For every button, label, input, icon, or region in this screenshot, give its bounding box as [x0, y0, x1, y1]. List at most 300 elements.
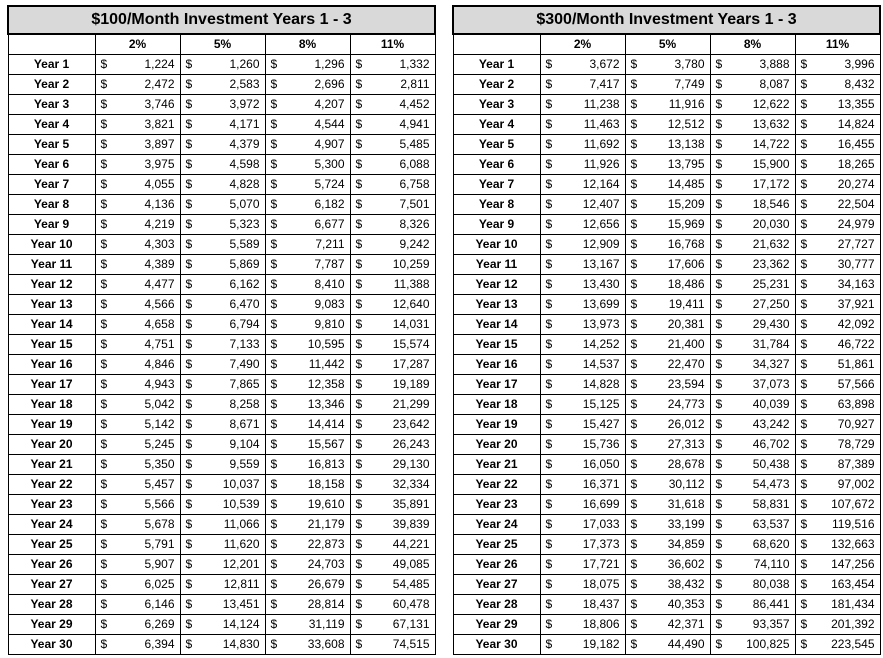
- cell-value: 12,201: [222, 557, 260, 571]
- value-cell: [710, 395, 795, 415]
- value-cell: [710, 435, 795, 455]
- value-cell: [540, 615, 625, 635]
- currency-symbol: $: [715, 597, 723, 611]
- cell-value: 25,231: [752, 277, 790, 291]
- cell-value: 46,722: [837, 337, 875, 351]
- currency-symbol: $: [545, 157, 553, 171]
- currency-symbol: $: [715, 197, 723, 211]
- cell-value: 38,432: [667, 577, 705, 591]
- cell-value: 12,622: [752, 97, 790, 111]
- cell-value: 6,162: [229, 277, 260, 291]
- value-cell: [180, 355, 265, 375]
- table-row: [8, 555, 435, 575]
- currency-symbol: $: [630, 537, 638, 551]
- cell-value: 57,566: [837, 377, 875, 391]
- cell-value: 18,437: [582, 597, 620, 611]
- value-cell: [265, 135, 350, 155]
- table-row: [453, 75, 880, 95]
- cell-value: 7,749: [674, 77, 705, 91]
- value-cell: [265, 475, 350, 495]
- currency-symbol: $: [715, 317, 723, 331]
- currency-symbol: $: [355, 357, 363, 371]
- value-cell: [180, 95, 265, 115]
- cell-value: 15,900: [752, 157, 790, 171]
- value-cell: [710, 635, 795, 655]
- cell-value: 28,814: [307, 597, 345, 611]
- cell-value: 36,602: [667, 557, 705, 571]
- value-cell: [180, 415, 265, 435]
- table-row: [8, 455, 435, 475]
- row-label: Year 29: [453, 615, 540, 635]
- table-row: [8, 475, 435, 495]
- value-cell: [265, 635, 350, 655]
- currency-symbol: $: [715, 517, 723, 531]
- cell-value: 132,663: [831, 537, 875, 551]
- currency-symbol: $: [270, 617, 278, 631]
- currency-symbol: $: [715, 457, 723, 471]
- currency-symbol: $: [270, 497, 278, 511]
- row-label: Year 4: [453, 115, 540, 135]
- currency-symbol: $: [355, 157, 363, 171]
- currency-symbol: $: [100, 277, 108, 291]
- value-cell: [540, 215, 625, 235]
- cell-value: 7,211: [315, 237, 345, 251]
- value-cell: [350, 635, 435, 655]
- currency-symbol: $: [630, 77, 638, 91]
- row-label: Year 23: [453, 495, 540, 515]
- cell-value: 27,727: [837, 237, 875, 251]
- currency-symbol: $: [185, 457, 193, 471]
- value-cell: [540, 415, 625, 435]
- currency-symbol: $: [100, 417, 108, 431]
- table-row: [8, 635, 435, 655]
- value-cell: [350, 595, 435, 615]
- currency-symbol: $: [715, 137, 723, 151]
- cell-value: 4,943: [144, 377, 175, 391]
- cell-value: 13,138: [667, 137, 705, 151]
- cell-value: 44,490: [667, 637, 705, 651]
- row-label: Year 6: [8, 155, 95, 175]
- table-row: [8, 335, 435, 355]
- value-cell: [540, 635, 625, 655]
- cell-value: 33,608: [307, 637, 345, 651]
- currency-symbol: $: [545, 557, 553, 571]
- value-cell: [795, 555, 880, 575]
- cell-value: 15,209: [667, 197, 705, 211]
- value-cell: [540, 275, 625, 295]
- value-cell: [795, 615, 880, 635]
- value-cell: [180, 235, 265, 255]
- value-cell: [625, 175, 710, 195]
- currency-symbol: $: [185, 577, 193, 591]
- currency-symbol: $: [270, 277, 278, 291]
- value-cell: [710, 595, 795, 615]
- value-cell: [180, 455, 265, 475]
- cell-value: 32,334: [392, 477, 430, 491]
- cell-value: 6,146: [144, 597, 175, 611]
- cell-value: 4,828: [229, 177, 260, 191]
- row-label: Year 18: [8, 395, 95, 415]
- currency-symbol: $: [630, 517, 638, 531]
- cell-value: 29,130: [392, 457, 430, 471]
- table-row: [8, 155, 435, 175]
- currency-symbol: $: [545, 637, 553, 651]
- row-label: Year 22: [8, 475, 95, 495]
- cell-value: 12,811: [223, 577, 260, 591]
- corner-cell: [453, 34, 540, 55]
- currency-symbol: $: [545, 137, 553, 151]
- value-cell: [265, 115, 350, 135]
- cell-value: 12,358: [307, 377, 345, 391]
- currency-symbol: $: [630, 257, 638, 271]
- cell-value: 30,112: [668, 477, 705, 491]
- currency-symbol: $: [270, 637, 278, 651]
- value-cell: [710, 215, 795, 235]
- value-cell: [795, 375, 880, 395]
- currency-symbol: $: [185, 197, 193, 211]
- cell-value: 5,678: [144, 517, 175, 531]
- row-label: Year 25: [8, 535, 95, 555]
- currency-symbol: $: [270, 577, 278, 591]
- row-label: Year 20: [8, 435, 95, 455]
- cell-value: 24,703: [307, 557, 345, 571]
- table-row: [453, 495, 880, 515]
- cell-value: 10,259: [392, 257, 430, 271]
- value-cell: [710, 155, 795, 175]
- table-row: [8, 435, 435, 455]
- currency-symbol: $: [715, 397, 723, 411]
- currency-symbol: $: [355, 437, 363, 451]
- cell-value: 78,729: [837, 437, 875, 451]
- currency-symbol: $: [800, 477, 808, 491]
- currency-symbol: $: [800, 457, 808, 471]
- cell-value: 16,768: [667, 237, 705, 251]
- currency-symbol: $: [630, 437, 638, 451]
- currency-symbol: $: [800, 397, 808, 411]
- cell-value: 93,357: [752, 617, 790, 631]
- currency-symbol: $: [185, 617, 193, 631]
- currency-symbol: $: [270, 137, 278, 151]
- table-row: [453, 115, 880, 135]
- currency-symbol: $: [630, 357, 638, 371]
- currency-symbol: $: [355, 337, 363, 351]
- value-cell: [625, 275, 710, 295]
- value-cell: [710, 495, 795, 515]
- value-cell: [95, 235, 180, 255]
- row-label: Year 2: [453, 75, 540, 95]
- value-cell: [95, 155, 180, 175]
- value-cell: [540, 515, 625, 535]
- currency-symbol: $: [715, 217, 723, 231]
- cell-value: 5,869: [229, 257, 260, 271]
- value-cell: [350, 435, 435, 455]
- cell-value: 147,256: [831, 557, 875, 571]
- value-cell: [95, 215, 180, 235]
- cell-value: 9,104: [229, 437, 260, 451]
- value-cell: [265, 275, 350, 295]
- currency-symbol: $: [800, 177, 808, 191]
- table-row: [453, 455, 880, 475]
- value-cell: [625, 115, 710, 135]
- cell-value: 1,260: [229, 57, 260, 71]
- currency-symbol: $: [100, 57, 108, 71]
- cell-value: 10,539: [222, 497, 260, 511]
- table-row: [8, 595, 435, 615]
- column-header: 8%: [710, 34, 795, 55]
- currency-symbol: $: [630, 377, 638, 391]
- currency-symbol: $: [355, 77, 363, 91]
- cell-value: 37,921: [837, 297, 875, 311]
- cell-value: 15,969: [667, 217, 705, 231]
- cell-value: 7,133: [229, 337, 260, 351]
- currency-symbol: $: [100, 477, 108, 491]
- currency-symbol: $: [185, 377, 193, 391]
- table-row: [453, 595, 880, 615]
- cell-value: 20,030: [752, 217, 790, 231]
- value-cell: [625, 495, 710, 515]
- currency-symbol: $: [270, 597, 278, 611]
- table-row: [453, 415, 880, 435]
- cell-value: 22,470: [667, 357, 705, 371]
- value-cell: [95, 55, 180, 75]
- value-cell: [265, 155, 350, 175]
- value-cell: [625, 455, 710, 475]
- cell-value: 7,865: [229, 377, 260, 391]
- cell-value: 5,907: [144, 557, 175, 571]
- currency-symbol: $: [100, 377, 108, 391]
- currency-symbol: $: [630, 557, 638, 571]
- table-row: [453, 635, 880, 655]
- value-cell: [625, 555, 710, 575]
- currency-symbol: $: [100, 157, 108, 171]
- currency-symbol: $: [545, 317, 553, 331]
- row-label: Year 24: [453, 515, 540, 535]
- row-label: Year 13: [8, 295, 95, 315]
- value-cell: [540, 395, 625, 415]
- currency-symbol: $: [185, 117, 193, 131]
- cell-value: 8,432: [844, 77, 875, 91]
- cell-value: 3,672: [589, 57, 620, 71]
- currency-symbol: $: [715, 537, 723, 551]
- value-cell: [625, 155, 710, 175]
- value-cell: [180, 335, 265, 355]
- currency-symbol: $: [715, 157, 723, 171]
- value-cell: [95, 375, 180, 395]
- row-label: Year 5: [453, 135, 540, 155]
- cell-value: 17,373: [582, 537, 620, 551]
- row-label: Year 7: [8, 175, 95, 195]
- currency-symbol: $: [545, 577, 553, 591]
- value-cell: [95, 635, 180, 655]
- currency-symbol: $: [270, 177, 278, 191]
- table-row: [453, 535, 880, 555]
- value-cell: [625, 635, 710, 655]
- value-cell: [540, 155, 625, 175]
- currency-symbol: $: [630, 417, 638, 431]
- cell-value: 30,777: [837, 257, 875, 271]
- value-cell: [795, 635, 880, 655]
- value-cell: [180, 635, 265, 655]
- currency-symbol: $: [630, 617, 638, 631]
- row-label: Year 23: [8, 495, 95, 515]
- value-cell: [540, 335, 625, 355]
- cell-value: 5,589: [229, 237, 260, 251]
- row-label: Year 15: [453, 335, 540, 355]
- value-cell: [350, 155, 435, 175]
- row-label: Year 8: [8, 195, 95, 215]
- cell-value: 37,073: [752, 377, 790, 391]
- currency-symbol: $: [270, 297, 278, 311]
- value-cell: [95, 595, 180, 615]
- cell-value: 18,546: [752, 197, 790, 211]
- currency-symbol: $: [270, 77, 278, 91]
- cell-value: 40,039: [752, 397, 790, 411]
- currency-symbol: $: [715, 257, 723, 271]
- value-cell: [350, 55, 435, 75]
- cell-value: 14,031: [392, 317, 430, 331]
- value-cell: [625, 615, 710, 635]
- cell-value: 19,411: [668, 297, 705, 311]
- value-cell: [265, 375, 350, 395]
- currency-symbol: $: [800, 117, 808, 131]
- value-cell: [540, 255, 625, 275]
- row-label: Year 17: [8, 375, 95, 395]
- value-cell: [795, 195, 880, 215]
- cell-value: 11,926: [583, 157, 620, 171]
- value-cell: [795, 535, 880, 555]
- currency-symbol: $: [355, 377, 363, 391]
- value-cell: [95, 255, 180, 275]
- value-cell: [95, 475, 180, 495]
- cell-value: 46,702: [752, 437, 790, 451]
- currency-symbol: $: [715, 577, 723, 591]
- cell-value: 13,346: [307, 397, 345, 411]
- cell-value: 51,861: [837, 357, 875, 371]
- table-row: [8, 115, 435, 135]
- cell-value: 26,679: [307, 577, 345, 591]
- value-cell: [795, 95, 880, 115]
- value-cell: [180, 315, 265, 335]
- currency-symbol: $: [715, 237, 723, 251]
- table-title: $300/Month Investment Years 1 - 3: [453, 6, 880, 34]
- value-cell: [180, 495, 265, 515]
- value-cell: [180, 175, 265, 195]
- table-row: [8, 535, 435, 555]
- cell-value: 15,574: [392, 337, 430, 351]
- value-cell: [795, 175, 880, 195]
- cell-value: 10,595: [307, 337, 345, 351]
- row-label: Year 22: [453, 475, 540, 495]
- cell-value: 14,537: [582, 357, 620, 371]
- currency-symbol: $: [185, 257, 193, 271]
- value-cell: [795, 595, 880, 615]
- cell-value: 12,656: [582, 217, 620, 231]
- value-cell: [95, 395, 180, 415]
- currency-symbol: $: [185, 517, 193, 531]
- value-cell: [795, 315, 880, 335]
- currency-symbol: $: [185, 537, 193, 551]
- currency-symbol: $: [715, 337, 723, 351]
- currency-symbol: $: [715, 437, 723, 451]
- currency-symbol: $: [100, 297, 108, 311]
- row-label: Year 30: [453, 635, 540, 655]
- value-cell: [540, 575, 625, 595]
- cell-value: 12,512: [667, 117, 705, 131]
- currency-symbol: $: [270, 197, 278, 211]
- currency-symbol: $: [270, 317, 278, 331]
- currency-symbol: $: [270, 437, 278, 451]
- table-row: [453, 375, 880, 395]
- value-cell: [265, 295, 350, 315]
- cell-value: 6,758: [399, 177, 430, 191]
- cell-value: 16,699: [582, 497, 620, 511]
- currency-symbol: $: [630, 317, 638, 331]
- currency-symbol: $: [800, 157, 808, 171]
- cell-value: 21,632: [752, 237, 790, 251]
- currency-symbol: $: [630, 477, 638, 491]
- cell-value: 22,873: [307, 537, 345, 551]
- value-cell: [625, 315, 710, 335]
- value-cell: [625, 415, 710, 435]
- column-header: 5%: [625, 34, 710, 55]
- value-cell: [710, 115, 795, 135]
- cell-value: 6,269: [144, 617, 175, 631]
- value-cell: [710, 555, 795, 575]
- currency-symbol: $: [100, 77, 108, 91]
- cell-value: 17,033: [582, 517, 620, 531]
- table-row: [8, 395, 435, 415]
- value-cell: [350, 355, 435, 375]
- cell-value: 74,515: [392, 637, 430, 651]
- currency-symbol: $: [630, 217, 638, 231]
- table-row: [453, 355, 880, 375]
- currency-symbol: $: [355, 237, 363, 251]
- cell-value: 24,773: [667, 397, 705, 411]
- value-cell: [180, 535, 265, 555]
- table-row: [8, 375, 435, 395]
- currency-symbol: $: [100, 537, 108, 551]
- currency-symbol: $: [800, 257, 808, 271]
- value-cell: [625, 435, 710, 455]
- value-cell: [540, 535, 625, 555]
- value-cell: [540, 475, 625, 495]
- value-cell: [180, 55, 265, 75]
- currency-symbol: $: [715, 497, 723, 511]
- cell-value: 31,618: [667, 497, 705, 511]
- currency-symbol: $: [185, 97, 193, 111]
- cell-value: 12,407: [582, 197, 620, 211]
- currency-symbol: $: [630, 197, 638, 211]
- value-cell: [710, 515, 795, 535]
- currency-symbol: $: [715, 357, 723, 371]
- cell-value: 14,414: [307, 417, 345, 431]
- currency-symbol: $: [545, 297, 553, 311]
- value-cell: [795, 455, 880, 475]
- currency-symbol: $: [270, 537, 278, 551]
- currency-symbol: $: [545, 337, 553, 351]
- value-cell: [540, 375, 625, 395]
- cell-value: 11,238: [583, 97, 620, 111]
- cell-value: 86,441: [752, 597, 790, 611]
- value-cell: [265, 315, 350, 335]
- currency-symbol: $: [270, 377, 278, 391]
- value-cell: [95, 135, 180, 155]
- cell-value: 15,427: [582, 417, 620, 431]
- value-cell: [625, 55, 710, 75]
- row-label: Year 17: [453, 375, 540, 395]
- cell-value: 13,167: [582, 257, 620, 271]
- value-cell: [795, 155, 880, 175]
